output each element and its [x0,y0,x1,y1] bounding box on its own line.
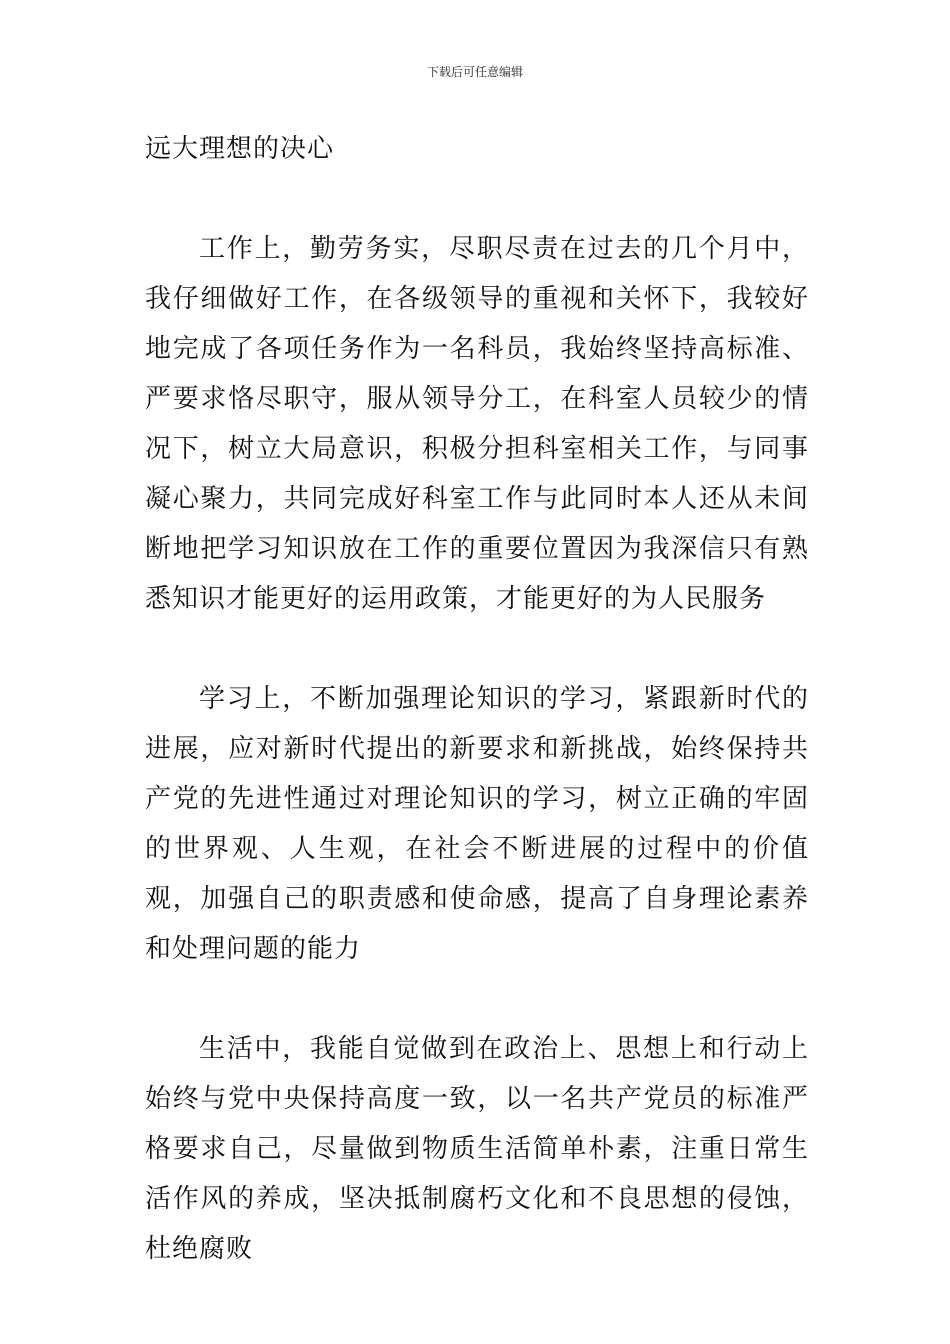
paragraph-work: 工作上，勤劳务实，尽职尽责在过去的几个月中，我仔细做好工作，在各级领导的重视和关怀下，我较好地完成了各项任务作为一名科员，我始终坚持高标准、严要求恪尽职守，服从领导分工，在科室人员较少的情况下，树立大局意识，积极分担科室相关工作，与同事凝心聚力，共同完成好科室工作与此同时本人还从未间断地把学习知识放在工作的重要位置因为我深信只有熟悉知识才能更好的运用政策，才能更好的为人民服务 [145,234,809,614]
paragraph-spacer [145,974,809,1024]
page-header: 下载后可任意编辑 [426,65,523,79]
paragraph-study: 学习上，不断加强理论知识的学习，紧跟新时代的进展，应对新时代提出的新要求和新挑战，始终保持共产党的先进性通过对理论知识的学习，树立正确的牢固的世界观、人生观，在社会不断进展的过程中的价值观，加强自己的职责感和使命感，提高了自身理论素养和处理问题的能力 [145,684,809,964]
paragraph-spacer [145,624,809,674]
paragraph-continuation: 远大理想的决心 [145,134,335,164]
document-body [145,124,809,1274]
paragraph-spacer [145,174,809,224]
paragraph-life: 生活中，我能自觉做到在政治上、思想上和行动上始终与党中央保持高度一致，以一名共产党员的标准严格要求自己，尽量做到物质生活简单朴素，注重日常生活作风的养成，坚决抵制腐朽文化和不良思想的侵蚀，杜绝腐败 [145,1034,809,1264]
